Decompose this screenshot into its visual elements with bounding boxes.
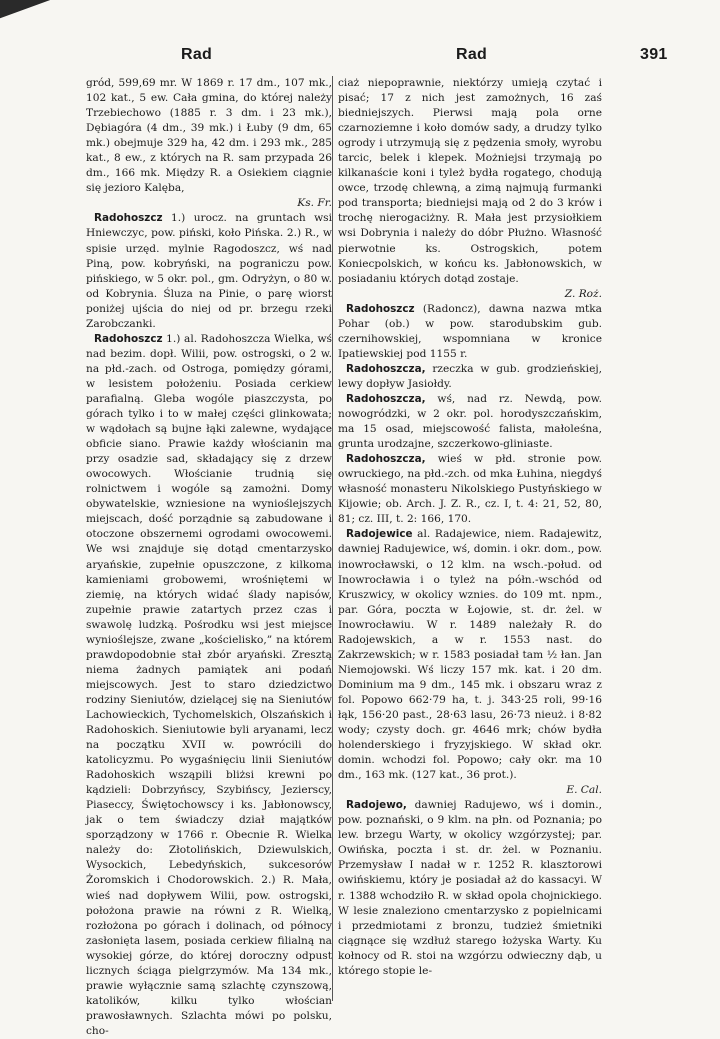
entry-headword: Radohoszcz: [94, 332, 163, 345]
dictionary-entry: [338, 798, 602, 979]
entry-text: wieś w płd. stronie pow. owruckiego, na płd.-zch. od mka Łuhina, niegdyś własność monasteru Nikolskiego Pustyńskiego w Kijowie; ob. Arch. J. Z. R., cz. I, t. 4: 21, 52, 80, 81; cz. III, t. 2: 166, 170.: [338, 453, 602, 526]
author-signature: Ks. Fr.: [297, 197, 332, 210]
entry-text: ciaż niepoprawnie, niektórzy umieją czytać i pisać; 17 z nich jest zamożnych, 16 zaś biedniejszych. Pierwsi mają pola orne czarnoziemne i koło domów sady, a drudzy tylko ogrody i utrzymują się z pędzenia smoły, wyrobu tarcic, belek i klepek. Możniejsi trzymają po kilkanaście koni i tyleż bydła rogatego, chodują owce, trzodę chlewną, a zimą najmują furmanki pod transporta; biedniejsi mają od 2 do 3 krów i trochę nierogaciżny. R. Mała jest przysiołkiem wsi Dobrynia i należy do dóbr Płużno. Własność pierwotnie ks. Ostrogskich, potem Koniecpolskich, w końcu ks. Jabłonowskich, w posiadaniu których dotąd zostaje.: [338, 77, 602, 285]
author-signature: Z. Roż.: [564, 287, 602, 300]
dictionary-entry: [86, 332, 332, 1039]
entry-headword: Radohoszcza,: [346, 392, 426, 405]
running-head-left: Rad: [181, 46, 213, 63]
dictionary-entry: [338, 302, 602, 362]
entry-text: 1.) al. Radohoszcza Wielka, wś nad bezim. dopł. Wilii, pow. ostrogski, o 2 w. na płd.-zach. od Ostroga, pomiędzy górami, w lesistem położeniu. Posiada cerkiew parafialną. Gleba wogóle piaszczysta, po górach tylko i to w małej części glinkowata; w wądołach są bujne łąki zalewne, wydające obficie siano. Prawie każdy włościanin ma przy osadzie sad, składający się z drzew owocowych. Włościanie trudnią się rolnictwem i wogóle są zamożni. Domy obywatelskie, wzniesione na wynioślejszych miejscach, dość porządnie są zabudowane i otoczone obszernemi ogrodami owocowemi. We wsi znajduje się dotąd cmentarzysko aryańskie, zupełnie opuszczone, z kilkoma kamieniami grobowemi, wrośniętemi w ziemię, na których widać ślady napisów, zupełnie prawie zatartych przez czas i swawolę ludzką. Pośrodku wsi jest miejsce wynioślejsze, zwane „kościelisko,” na którem prawdopodobnie stał zbór aryański. Zresztą niema żadnych pamiątek ani podań miejscowych. Jest to staro dziedzictwo rodziny Sieniutów, dzielącej się na Sieniutów Lachowieckich, Tychomelskich, Olszańskich i Radohoskich. Sieniutowie byli aryanami, lecz na początku XVII w. powrócili do katolicyzmu. Po wygaśnięciu linii Sieniutów Radohoskich wsząpili bliżsi krewni po kądzieli: Dobrzyńscy, Szybińscy, Jezierscy, Piaseccy, Świętochowscy i ks. Jabłonowscy, jak o tem świadczy dział majątków sporządzony w 1766 r. Obecnie R. Wielka należy do: Złotolińskich, Dziewulskich, Wysockich, Lebedyńskich, sukcesorów Żoromskich i Chodorowskich. 2.) R. Mała, wieś nad dopływem Wilii, pow. ostrogski, położona prawie na równi z R. Wielką, rozłożona po górach i dolinach, od północy zasłonięta lasem, posiada cerkiew filialną na wysokiej górze, do której doroczny odpust licznych ściąga pielgrzymów. Ma 134 mk., prawie wyłącznie samą szlachtę czynszową, katolików, kilku tylko włościan prawosławnych. Szlachta mówi po polsku, cho-: [86, 332, 332, 1037]
page-number: 391: [640, 46, 668, 63]
entry-headword: Radojewice: [346, 528, 413, 541]
dictionary-entry: [338, 362, 602, 392]
entry-text: rzeczka w gub. grodzieńskiej, lewy dopływ Jasiołdy.: [338, 362, 602, 390]
page-corner-mark: [0, 0, 70, 26]
entry-headword: Radohoszcza,: [346, 453, 426, 466]
entry-text: al. Radajewice, niem. Radajewitz, dawniej Radujewice, wś, domin. i okr. dom., pow. inowrocławski, o 12 klm. na wsch.-połud. od Inowrocławia i o tyleż na półn.-wschód od Kruszwicy, w okolicy wznies. do 109 mt. npm., par. Góra, poczta w Łojowie, st. dr. żel. w Inowrocławiu. W r. 1489 należały R. do Radojewskich, a w r. 1553 nast. do Zakrzewskich; w r. 1583 posiadał tam ½ łan. Jan Niemojowski. Wś liczy 157 mk. kat. i 20 dm. Dominium ma 9 dm., 145 mk. i obszaru wraz z fol. Popowo 662·79 ha, t. j. 343·25 roli, 99·16 łąk, 156·20 past., 28·63 lasu, 26·73 nieuż. i 8·82 wody; czysty doch. gr. 4646 mrk; chów bydła holenderskiego i fryzyjskiego. W skład okr. domin. wchodzi fol. Popowo; cały okr. ma 10 dm., 163 mk. (127 kat., 36 prot.).: [338, 528, 602, 782]
column-divider: [332, 76, 333, 1001]
dictionary-entry: [338, 527, 602, 783]
entry-headword: Radojewo,: [346, 799, 407, 812]
dictionary-entry: [86, 211, 332, 331]
entry-headword: Radohoszcz: [94, 212, 163, 225]
entry-continuation: [86, 76, 332, 196]
entry-text: (Radoncz), dawna nazwa mtka Pohar (ob.) w pow. starodubskim gub. czernihowskiej, wspomniana w kronice Ipatiewskiej pod 1155 r.: [338, 302, 602, 360]
author-signature: E. Cal.: [566, 784, 602, 797]
running-head: [0, 46, 720, 70]
dictionary-entry: [338, 452, 602, 527]
entry-headword: Radohoszcz: [346, 302, 415, 315]
entry-text: gród, 599,69 mr. W 1869 r. 17 dm., 107 mk., 102 kat., 5 ew. Cała gmina, do której należy Trzebiechowo (1885 r. 3 dm. i 23 mk.), Dębiagóra (4 dm., 39 mk.) i Łuby (9 dm, 65 mk.) obejmuje 329 ha, 42 dm. i 293 mk., 285 kat., 8 ew., z których na R. sam przypada 26 dm., 166 mk. Między R. a Osiekiem ciągnie się jezioro Kalęba,: [86, 77, 332, 195]
entry-text: dawniej Radujewo, wś i domin., pow. poznański, o 9 klm. na płn. od Poznania; po lew. brzegu Warty, w okolicy wzgórzystej; par. Owińska, poczta i st. dr. żel. w Poznaniu. Przemysław I nadał w r. 1252 R. klasztorowi owińskiemu, który je posiadał aż do kassacyi. W r. 1388 wchodziło R. w skład opola chojnickiego. W lesie znaleziono cmentarzysko z popielnicami i przedmiotami z bronzu, tudzież śmietniki ciągnące się wzdłuż starego łożyska Warty. Ku kołnocy od R. stoi na wzgórzu odwieczny dąb, u którego stopie le-: [338, 799, 602, 977]
running-head-right: Rad: [456, 46, 488, 63]
right-column: [338, 76, 602, 979]
dictionary-entry: [338, 392, 602, 452]
left-column: [86, 76, 332, 1039]
entry-text: wś, nad rz. Newdą, pow. nowogródzki, w 2 okr. pol. horodyszczańskim, ma 15 osad, miejscowość falista, małoleśna, grunta urodzajne, szczerkowo-gliniaste.: [338, 392, 602, 451]
entry-headword: Radohoszcza,: [346, 362, 426, 375]
text-columns: [86, 76, 702, 1037]
entry-text: 1.) urocz. na gruntach wsi Hniewczyc, pow. piński, koło Pińska. 2.) R., w spisie urzęd. mylnie Ragodoszcz, wś nad Piną, pow. kobryński, na pograniczu pow. pińskiego, w 5 okr. pol., gm. Odryżyn, o 80 w. od Kobrynia. Śluza na Pinie, o parę wiorst poniżej ujścia do niej od pr. brzegu rzeki Zarobczanki.: [86, 212, 332, 330]
entry-continuation: [338, 76, 602, 287]
